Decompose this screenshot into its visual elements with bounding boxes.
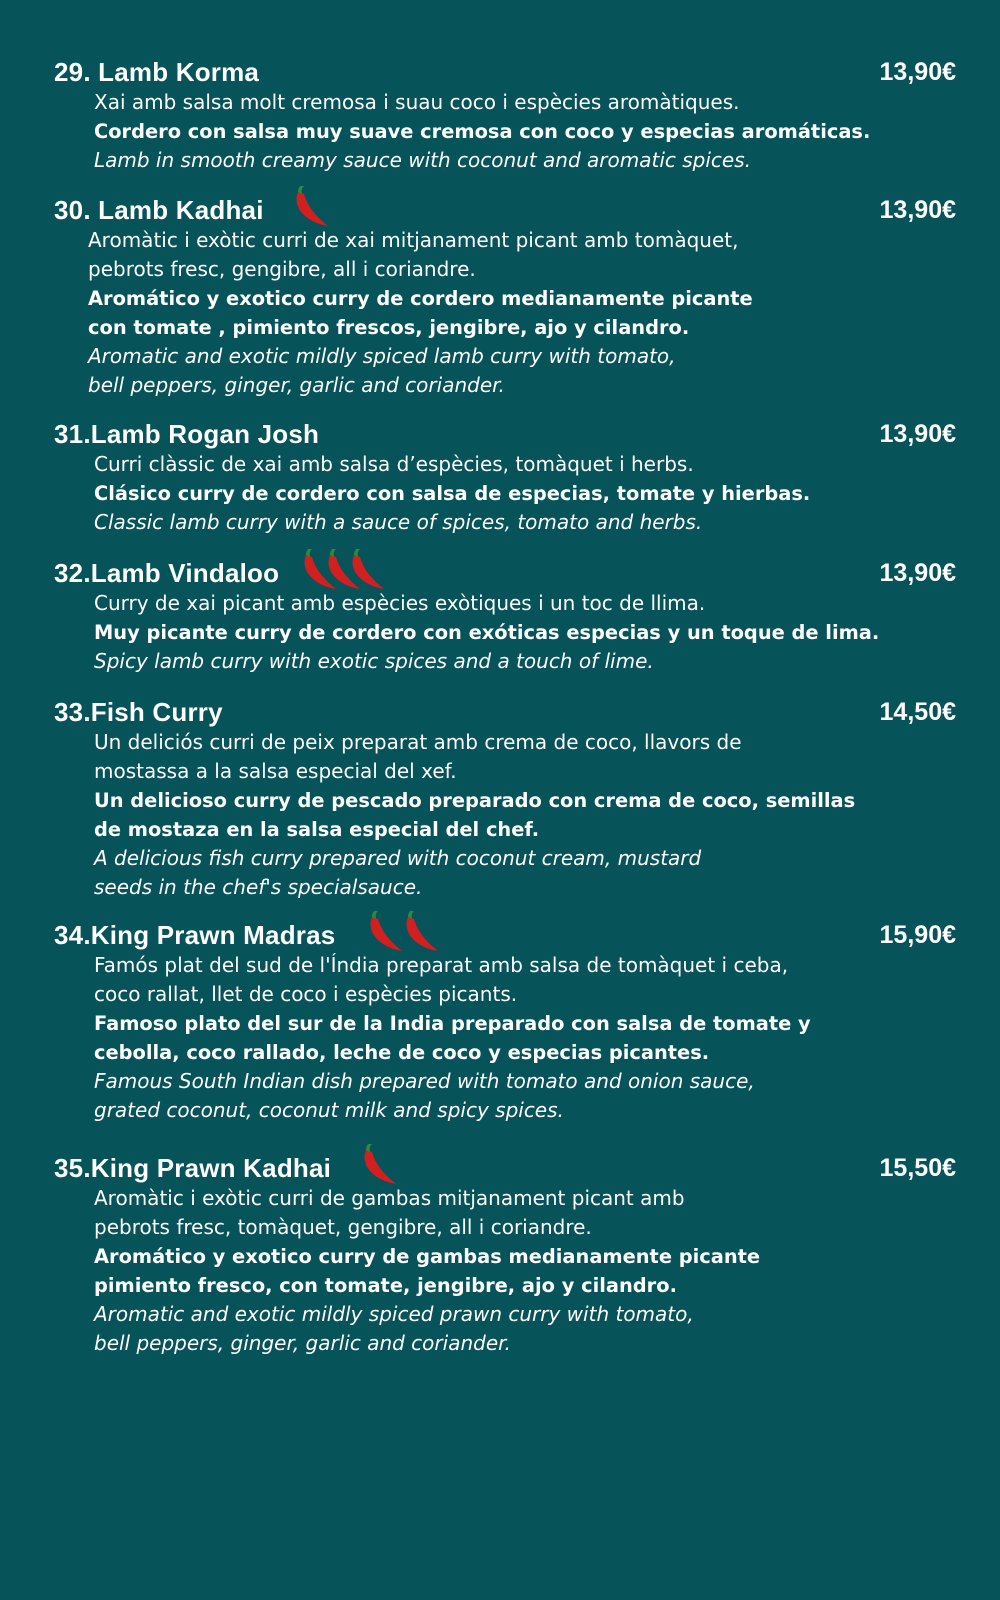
- description-catalan: coco rallat, llet de coco i espècies picants.: [94, 982, 518, 1006]
- dish-description: [94, 951, 954, 1125]
- description-english: bell peppers, ginger, garlic and coriander.: [88, 373, 505, 397]
- description-spanish: de mostaza en la salsa especial del chef.: [94, 818, 540, 841]
- description-english: Aromatic and exotic mildly spiced lamb curry with tomato,: [88, 344, 676, 368]
- menu-item-fish-curry: [54, 696, 954, 902]
- description-english: bell peppers, ginger, garlic and coriander.: [94, 1331, 511, 1355]
- dish-description: [94, 728, 954, 902]
- dish-price: 13,90€: [879, 420, 956, 448]
- description-english: grated coconut, coconut milk and spicy spices.: [94, 1098, 564, 1122]
- chili-pepper-icon: [358, 1144, 408, 1194]
- description-catalan: pebrots fresc, gengibre, all i coriandre.: [88, 257, 476, 281]
- dish-description: [94, 450, 954, 537]
- description-english: Classic lamb curry with a sauce of spices, tomato and herbs.: [94, 510, 703, 534]
- description-english: Famous South Indian dish prepared with tomato and onion sauce,: [94, 1069, 755, 1093]
- menu-item-lamb-vindaloo: [54, 557, 954, 676]
- description-catalan: Famós plat del sud de l'Índia preparat amb salsa de tomàquet i ceba,: [94, 953, 789, 977]
- dish-title: 34.King Prawn Madras: [54, 920, 336, 950]
- menu-item-king-prawn-kadhai: [54, 1152, 954, 1358]
- dish-description: [94, 589, 954, 676]
- description-spanish: Famoso plato del sur de la India preparado con salsa de tomate y: [94, 1012, 811, 1035]
- description-spanish: con tomate , pimiento frescos, jengibre, ajo y cilandro.: [88, 316, 690, 339]
- description-english: Lamb in smooth creamy sauce with coconut and aromatic spices.: [94, 148, 751, 172]
- dish-price: 13,90€: [879, 196, 956, 224]
- description-english: Aromatic and exotic mildly spiced prawn curry with tomato,: [94, 1302, 694, 1326]
- description-spanish: Clásico curry de cordero con salsa de especias, tomate y hierbas.: [94, 482, 811, 505]
- dish-description: [88, 226, 954, 400]
- description-spanish: Muy picante curry de cordero con exóticas especias y un toque de lima.: [94, 621, 880, 644]
- dish-title: 31.Lamb Rogan Josh: [54, 419, 320, 449]
- description-spanish: cebolla, coco rallado, leche de coco y especias picantes.: [94, 1041, 710, 1064]
- dish-price: 14,50€: [879, 698, 956, 726]
- dish-title: 32.Lamb Vindaloo: [54, 558, 280, 588]
- dish-title: 33.Fish Curry: [54, 697, 223, 727]
- description-catalan: Aromàtic i exòtic curri de gambas mitjanament picant amb: [94, 1186, 685, 1210]
- dish-title: 35.King Prawn Kadhai: [54, 1153, 332, 1183]
- dish-title: 30. Lamb Kadhai: [54, 195, 264, 225]
- dish-price: 13,90€: [879, 559, 956, 587]
- chili-pepper-icon: [400, 911, 450, 961]
- dish-price: 15,50€: [879, 1154, 956, 1182]
- description-spanish: pimiento fresco, con tomate, jengibre, ajo y cilandro.: [94, 1274, 677, 1297]
- menu-item-lamb-rogan-josh: [54, 418, 954, 537]
- chili-pepper-icon: [290, 186, 340, 236]
- description-spanish: Cordero con salsa muy suave cremosa con coco y especias aromáticas.: [94, 120, 871, 143]
- description-spanish: Aromático y exotico curry de gambas medianamente picante: [94, 1245, 761, 1268]
- dish-title: 29. Lamb Korma: [54, 57, 260, 87]
- description-catalan: Un deliciós curri de peix preparat amb crema de coco, llavors de: [94, 730, 742, 754]
- menu-item-lamb-korma: [54, 56, 954, 175]
- dish-price: 13,90€: [879, 58, 956, 86]
- dish-description: [94, 88, 954, 175]
- description-spanish: Un delicioso curry de pescado preparado con crema de coco, semillas: [94, 789, 856, 812]
- description-spanish: Aromático y exotico curry de cordero medianamente picante: [88, 287, 753, 310]
- menu-item-king-prawn-madras: [54, 919, 954, 1125]
- description-english: A delicious fish curry prepared with coconut cream, mustard: [94, 846, 702, 870]
- description-catalan: Curry de xai picant amb espècies exòtiques i un toc de llima.: [94, 591, 706, 615]
- description-english: Spicy lamb curry with exotic spices and a touch of lime.: [94, 649, 654, 673]
- description-catalan: pebrots fresc, tomàquet, gengibre, all i coriandre.: [94, 1215, 592, 1239]
- menu-item-lamb-kadhai: [54, 194, 954, 400]
- dish-price: 15,90€: [879, 921, 956, 949]
- description-english: seeds in the chef's specialsauce.: [94, 875, 423, 899]
- chili-pepper-icon: [346, 549, 396, 599]
- description-catalan: mostassa a la salsa especial del xef.: [94, 759, 457, 783]
- description-catalan: Curri clàssic de xai amb salsa d’espècies, tomàquet i herbs.: [94, 452, 694, 476]
- description-catalan: Aromàtic i exòtic curri de xai mitjanament picant amb tomàquet,: [88, 228, 739, 252]
- dish-description: [94, 1184, 954, 1358]
- description-catalan: Xai amb salsa molt cremosa i suau coco i espècies aromàtiques.: [94, 90, 740, 114]
